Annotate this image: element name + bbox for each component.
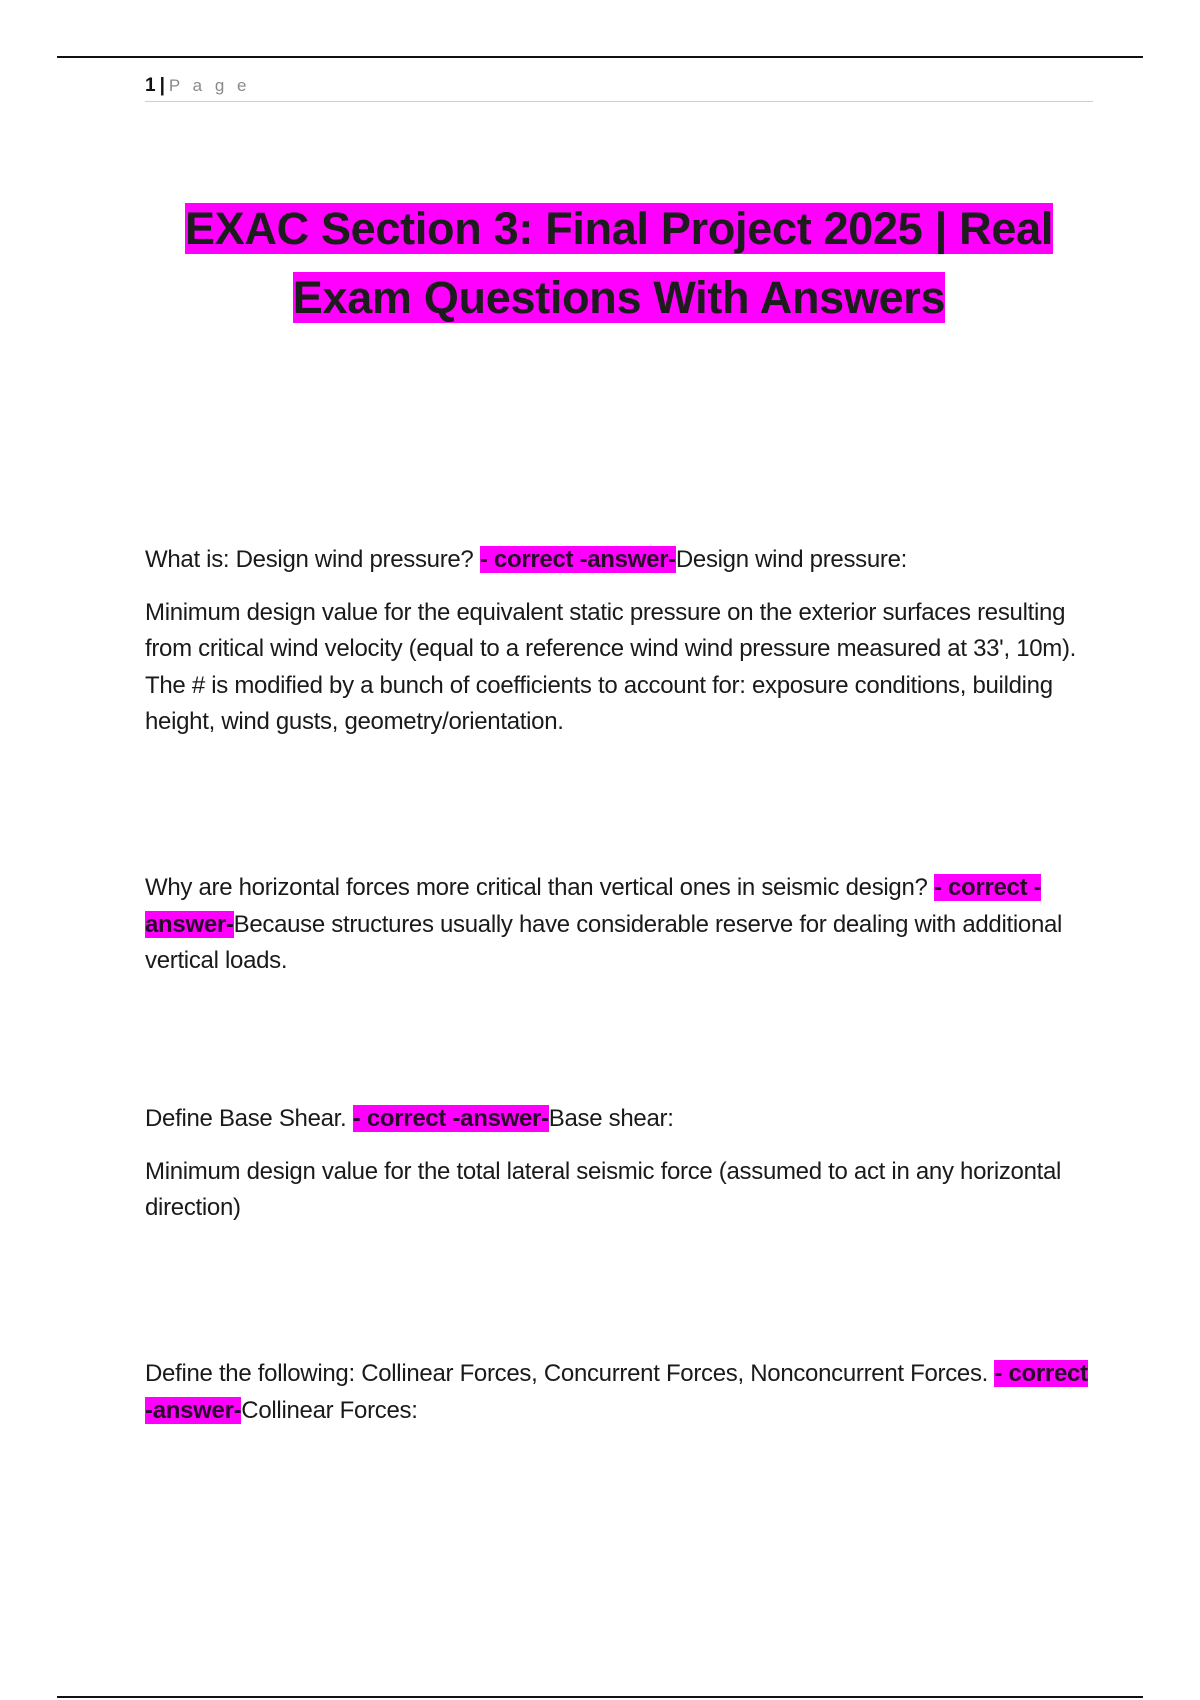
title-line-1: EXAC Section 3: Final Project 2025 | Real [184,203,1054,254]
correct-answer-tag: - correct -answer- [479,546,676,573]
page-header [145,74,1093,102]
answer-body-1: Minimum design value for the equivalent static pressure on the exterior surfaces resulting from critical wind velocity (equal to a reference wind wind pressure measured at 33', 10m). The # is modified by a bunch of coefficients to account for: exposure conditions, building height, wind gusts, geometry/orientation. [145,598,1077,735]
question-3 [145,1101,1095,1138]
question-text: Why are horizontal forces more critical than vertical ones in seismic design? [145,874,934,901]
question-text: Define the following: Collinear Forces, Concurrent Forces, Nonconcurrent Forces. [145,1360,995,1387]
title-line-2: Exam Questions With Answers [292,272,946,323]
question-text: What is: Design wind pressure? [145,546,480,573]
correct-answer-tag: - correct -answer- [352,1105,549,1132]
answer-head: Base shear: [548,1105,674,1132]
document-title [145,194,1093,332]
qa-item-2 [145,870,1095,980]
answer-head: Design wind pressure: [675,546,908,573]
page-separator: | [159,75,165,96]
answer-body-3: Minimum design value for the total lateral seismic force (assumed to act in any horizontal direction) [145,1157,1062,1221]
qa-item-1 [145,542,1095,741]
answer-head: Collinear Forces: [241,1396,418,1424]
bottom-rule [57,1696,1143,1698]
page-label: P a g e [168,76,251,95]
answer-head: Because structures usually have considerable reserve for dealing with additional vertical loads. [145,910,1063,974]
page-number: 1 [145,75,156,96]
correct-answer-tag: - correct -answer- [145,1360,1088,1424]
correct-answer-tag: - correct -answer- [145,874,1042,938]
qa-item-3 [145,1101,1095,1227]
question-4 [145,1356,1095,1429]
question-2 [145,870,1095,980]
qa-item-4 [145,1356,1095,1429]
top-rule [57,56,1143,58]
question-text: Define Base Shear. [145,1105,353,1132]
question-1 [145,542,1095,579]
